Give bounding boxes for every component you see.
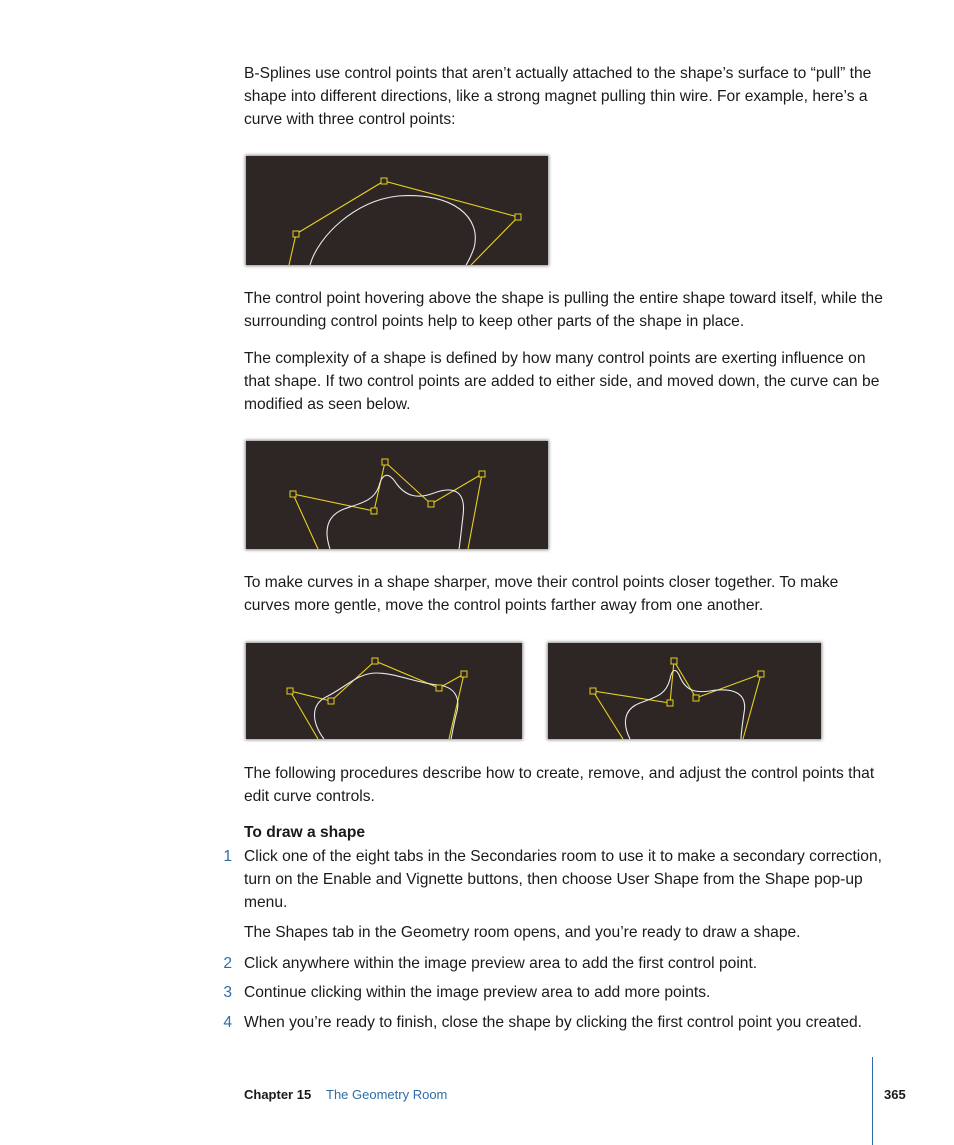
step-number: 1 (223, 848, 232, 865)
control-point (371, 508, 377, 514)
control-point (461, 671, 467, 677)
control-polygon (289, 181, 518, 265)
control-point (428, 501, 434, 507)
step-text: Click anywhere within the image preview area to add the first control point. (244, 955, 758, 972)
bspline-curve (315, 673, 458, 739)
control-point (382, 459, 388, 465)
figure-sharp-curve (548, 643, 821, 739)
footer-divider (872, 1057, 873, 1145)
figure-five-control-points (246, 441, 548, 549)
control-point (671, 658, 677, 664)
step-text: Click one of the eight tabs in the Secondaries room to use it to make a secondary correction, turn on the Enable and Vignette buttons, then choose User Shape from the Shape pop-up menu. (244, 848, 882, 911)
control-polygon (593, 661, 761, 739)
step-note: The Shapes tab in the Geometry room opens, and you’re ready to draw a shape. (244, 924, 801, 941)
sharper-paragraph: To make curves in a shape sharper, move their control points closer together. To make curves more gentle, move the control points farther away from one another. (244, 574, 839, 614)
step-text: When you’re ready to finish, close the shape by clicking the first control point you created. (244, 1014, 863, 1031)
control-point (372, 658, 378, 664)
control-point (590, 688, 596, 694)
complexity-paragraph: The complexity of a shape is defined by how many control points are exerting influence on that shape. If two control points are added to either side, and moved down, the curve can be modified as seen below. (244, 350, 880, 413)
footer-chapter: Chapter 15 (244, 1087, 312, 1102)
control-point (515, 214, 521, 220)
bspline-curve (327, 475, 464, 549)
procedures-paragraph: The following procedures describe how to create, remove, and adjust the control points that edit curve controls. (244, 765, 875, 805)
control-point (290, 491, 296, 497)
figure-gentle-curve (246, 643, 522, 739)
hover-paragraph: The control point hovering above the shape is pulling the entire shape toward itself, while the surrounding control points help to keep other parts of the shape in place. (244, 290, 883, 330)
control-point (693, 695, 699, 701)
control-point (381, 178, 387, 184)
control-point (436, 685, 442, 691)
control-point (293, 231, 299, 237)
step-number: 2 (223, 955, 232, 972)
control-point (667, 700, 673, 706)
step-text: Continue clicking within the image preview area to add more points. (244, 984, 711, 1001)
footer-chapter-title[interactable]: The Geometry Room (326, 1087, 448, 1102)
figure-three-control-points (246, 156, 548, 265)
procedure-heading: To draw a shape (244, 824, 366, 841)
step-number: 4 (223, 1014, 232, 1031)
bspline-curve (310, 196, 475, 265)
intro-paragraph: B-Splines use control points that aren’t actually attached to the shape’s surface to “pull” the shape into different directions, like a strong magnet pulling thin wire. For example, here’s a curve with three control points: (244, 65, 872, 128)
page-number: 365 (884, 1087, 906, 1102)
control-point (758, 671, 764, 677)
bspline-curve (625, 670, 744, 739)
control-point (479, 471, 485, 477)
step-number: 3 (223, 984, 232, 1001)
control-point (287, 688, 293, 694)
control-point (328, 698, 334, 704)
